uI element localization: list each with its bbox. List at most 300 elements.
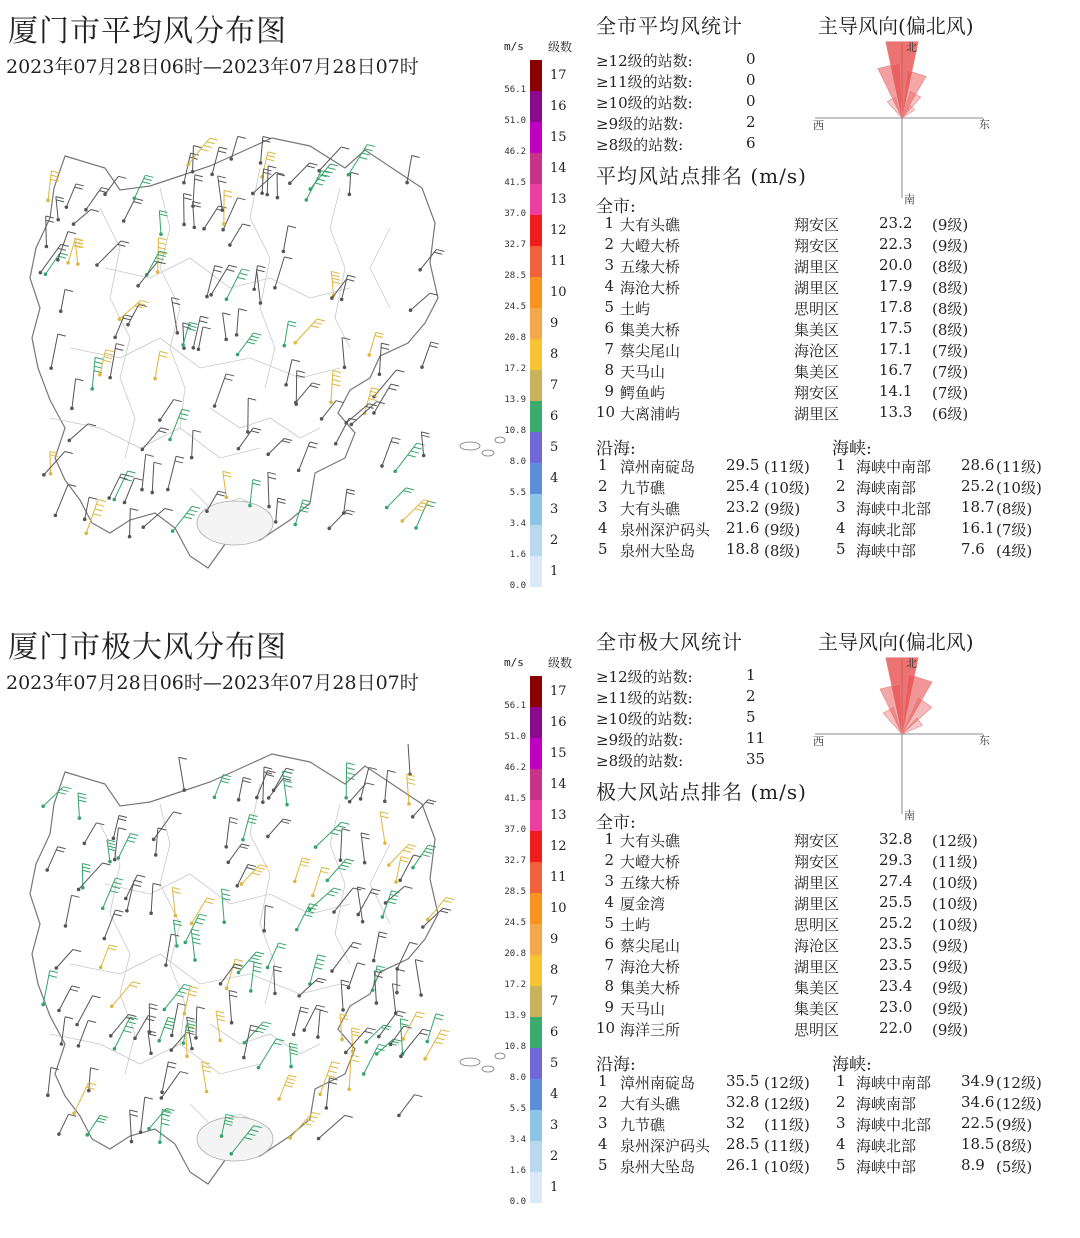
wind-level: (9级) <box>932 1021 969 1039</box>
coast-rank-row <box>598 1114 828 1134</box>
wind-speed: 17.1 <box>879 340 913 358</box>
scale-level-label: 5 <box>550 1056 559 1071</box>
station-name: 海沧大桥 <box>620 279 681 297</box>
stat-label: ≥8级的站数: <box>596 136 684 154</box>
stat-value: 2 <box>746 113 756 131</box>
scale-ms-label: 37.0 <box>504 825 526 835</box>
scale-ms-label: 32.7 <box>504 240 526 250</box>
wind-level: (7级) <box>932 342 969 360</box>
wind-level: (9级) <box>932 216 969 234</box>
rank-no: 1 <box>598 456 608 474</box>
city-rank-row <box>596 851 986 871</box>
station-name: 鳄鱼屿 <box>620 384 666 402</box>
map-subtitle: 2023年07月28日06时—2023年07月28日07时 <box>6 56 419 78</box>
wind-barb <box>375 1039 401 1056</box>
wind-map[interactable] <box>10 744 510 1214</box>
scale-band <box>530 769 542 800</box>
city-rank-row <box>596 998 986 1018</box>
scale-band <box>530 986 542 1017</box>
district-name: 湖里区 <box>794 874 840 892</box>
wind-barb <box>327 510 354 530</box>
station-name: 海沧大桥 <box>620 958 681 976</box>
station-name: 大有头礁 <box>620 1095 681 1113</box>
district-name: 翔安区 <box>794 384 840 402</box>
wind-speed: 21.6 <box>726 519 760 537</box>
district-name: 湖里区 <box>794 895 840 913</box>
scale-band <box>530 924 542 955</box>
scale-band <box>530 676 542 707</box>
rank-no: 7 <box>604 956 614 974</box>
wind-level: (12级) <box>764 1095 810 1113</box>
scale-level-label: 2 <box>550 1149 559 1164</box>
wind-speed: 18.5 <box>961 1135 995 1153</box>
city-rank-row <box>596 298 986 318</box>
stats-title: 全市平均风统计 <box>596 14 743 38</box>
wind-rose <box>805 654 1005 824</box>
city-rank-row <box>596 235 986 255</box>
station-name: 海峡中部 <box>856 1158 917 1176</box>
scale-band <box>530 401 542 432</box>
scale-ms-label: 32.7 <box>504 856 526 866</box>
wind-barb <box>395 969 405 994</box>
scale-level-label: 13 <box>550 808 567 823</box>
stat-row <box>596 50 756 71</box>
district-name: 集美区 <box>794 363 840 381</box>
wind-barb <box>179 757 187 792</box>
stats-title: 全市极大风统计 <box>596 630 743 654</box>
district-name: 海沧区 <box>794 937 840 955</box>
wind-level: (7级) <box>932 363 969 381</box>
scale-band <box>530 339 542 370</box>
stat-value: 0 <box>746 92 756 110</box>
scale-level-label: 2 <box>550 533 559 548</box>
coast-rank-row <box>598 1093 828 1113</box>
scale-level-label: 4 <box>550 1087 559 1102</box>
scale-ms-label: 56.1 <box>504 701 526 711</box>
wind-level: (9级) <box>932 958 969 976</box>
wind-level: (9级) <box>932 1000 969 1018</box>
wind-level: (4级) <box>996 542 1033 560</box>
station-name: 土屿 <box>620 300 651 318</box>
rank-no: 3 <box>598 1114 608 1132</box>
scale-level-label: 9 <box>550 932 559 947</box>
city-rank-row <box>596 893 986 913</box>
station-name: 五缘大桥 <box>620 874 681 892</box>
scale-level-label: 11 <box>550 254 567 269</box>
district-name: 思明区 <box>794 1021 840 1039</box>
wind-level: (9级) <box>932 237 969 255</box>
xiamen-boundary <box>30 138 505 568</box>
wind-level: (12级) <box>932 832 978 850</box>
rank-no: 7 <box>604 340 614 358</box>
scale-level-label: 8 <box>550 347 559 362</box>
station-name: 蔡尖尾山 <box>620 342 681 360</box>
station-name: 漳州南碇岛 <box>620 458 696 476</box>
scale-band <box>530 1172 542 1203</box>
city-rank-row <box>596 1019 986 1039</box>
stat-row <box>596 134 756 155</box>
xiamen-island <box>197 1117 273 1161</box>
scale-ms-label: 10.8 <box>504 1042 526 1052</box>
scale-ms-label: 13.9 <box>504 395 526 405</box>
rank-no: 1 <box>598 1072 608 1090</box>
wind-level: (11级) <box>932 853 978 871</box>
scale-band <box>530 1017 542 1048</box>
scale-level-label: 15 <box>550 746 567 761</box>
scale-level-label: 14 <box>550 161 567 176</box>
wind-level: (8级) <box>932 321 969 339</box>
scale-ms-label: 0.0 <box>509 581 526 591</box>
scale-level-label: 10 <box>550 901 567 916</box>
scale-ms-label: 28.5 <box>504 887 526 897</box>
city-rank-row <box>596 872 986 892</box>
wind-map[interactable] <box>10 128 510 598</box>
wind-speed: 22.3 <box>879 235 913 253</box>
wind-scale-legend <box>500 38 590 598</box>
scale-level-label: 17 <box>550 68 567 83</box>
station-name: 大有头礁 <box>620 216 681 234</box>
city-rank-row <box>596 340 986 360</box>
scale-band <box>530 494 542 525</box>
wind-level: (9级) <box>764 500 801 518</box>
stat-row <box>596 708 756 729</box>
wind-barb <box>421 432 429 457</box>
wind-speed: 18.8 <box>726 540 760 558</box>
rank-no: 2 <box>598 477 608 495</box>
scale-ms-label: 56.1 <box>504 85 526 95</box>
wind-level: (8级) <box>932 300 969 318</box>
scale-band <box>530 862 542 893</box>
rank-no: 4 <box>836 1135 846 1153</box>
coast-rank-row <box>598 477 828 497</box>
rank-no: 4 <box>836 519 846 537</box>
scale-ms-label: 13.9 <box>504 1011 526 1021</box>
wind-barb <box>380 438 400 468</box>
scale-level-label: 6 <box>550 409 559 424</box>
scale-band <box>530 525 542 556</box>
wind-level: (5级) <box>996 1158 1033 1176</box>
station-name: 泉州大坠岛 <box>620 542 696 560</box>
scale-ms-label: 46.2 <box>504 147 526 157</box>
rank-no: 3 <box>598 498 608 516</box>
rank-no: 5 <box>836 540 846 558</box>
wind-level: (9级) <box>996 1116 1033 1134</box>
strait-rank-row <box>836 1072 1051 1092</box>
strait-rank-row <box>836 477 1051 497</box>
wind-level: (10级) <box>932 916 978 934</box>
wind-level: (8级) <box>932 279 969 297</box>
strait-rank-row <box>836 498 1051 518</box>
rank-no: 8 <box>604 361 614 379</box>
scale-band <box>530 955 542 986</box>
scale-band <box>530 246 542 277</box>
scale-band <box>530 432 542 463</box>
wind-speed: 32 <box>726 1114 746 1132</box>
stat-label: ≥9级的站数: <box>596 731 684 749</box>
scale-ms-label: 28.5 <box>504 271 526 281</box>
district-name: 集美区 <box>794 1000 840 1018</box>
wind-level: (7级) <box>996 521 1033 539</box>
rose-south-label: 南 <box>904 193 915 206</box>
scale-level-label: 6 <box>550 1025 559 1040</box>
wind-speed: 17.9 <box>879 277 913 295</box>
wind-level: (12级) <box>996 1095 1042 1113</box>
map-title: 厦门市极大风分布图 <box>8 630 287 665</box>
stat-label: ≥10级的站数: <box>596 710 693 728</box>
wind-barb <box>372 370 404 398</box>
district-name: 集美区 <box>794 979 840 997</box>
city-rank-row <box>596 361 986 381</box>
scale-level-header: 级数 <box>548 40 573 54</box>
city-rank-label: 全市: <box>596 197 636 217</box>
strait-rank-row <box>836 1156 1051 1176</box>
wind-level: (9级) <box>932 937 969 955</box>
coast-rank-row <box>598 456 828 476</box>
scale-band <box>530 308 542 339</box>
scale-ms-label: 51.0 <box>504 116 526 126</box>
stat-label: ≥9级的站数: <box>596 115 684 133</box>
district-name: 湖里区 <box>794 405 840 423</box>
scale-ms-label: 3.4 <box>509 1135 526 1145</box>
scale-level-label: 3 <box>550 1118 559 1133</box>
stat-value: 35 <box>746 750 766 768</box>
scale-level-label: 4 <box>550 471 559 486</box>
wind-level: (12级) <box>764 1074 810 1092</box>
rank-no: 10 <box>596 403 616 421</box>
scale-band <box>530 215 542 246</box>
wind-speed: 18.7 <box>961 498 995 516</box>
wind-speed: 23.2 <box>726 498 760 516</box>
stat-value: 2 <box>746 687 756 705</box>
wind-level: (11级) <box>764 458 810 476</box>
rank-no: 5 <box>836 1156 846 1174</box>
rank-title: 平均风站点排名 (m/s) <box>596 164 807 188</box>
stat-label: ≥12级的站数: <box>596 52 693 70</box>
station-name: 大嶝大桥 <box>620 853 681 871</box>
scale-level-label: 16 <box>550 715 567 730</box>
wind-level: (10级) <box>764 1158 810 1176</box>
wind-barb <box>415 960 423 997</box>
wind-speed: 29.5 <box>726 456 760 474</box>
wind-speed: 22.5 <box>961 1114 995 1132</box>
station-name: 集美大桥 <box>620 979 681 997</box>
island <box>460 442 480 450</box>
station-name: 海洋三所 <box>620 1021 681 1039</box>
rank-no: 3 <box>836 498 846 516</box>
scale-ms-label: 20.8 <box>504 949 526 959</box>
city-rank-row <box>596 214 986 234</box>
rank-no: 2 <box>598 1093 608 1111</box>
scale-level-label: 12 <box>550 839 567 854</box>
wind-barb <box>186 138 217 166</box>
scale-unit: m/s <box>504 40 524 53</box>
station-name: 海峡中北部 <box>856 500 932 518</box>
map-subtitle: 2023年07月28日06时—2023年07月28日07时 <box>6 672 419 694</box>
wind-speed: 34.9 <box>961 1072 995 1090</box>
rank-no: 6 <box>604 319 614 337</box>
wind-speed: 23.2 <box>879 214 913 232</box>
district-name: 湖里区 <box>794 258 840 276</box>
scale-level-header: 级数 <box>548 656 573 670</box>
wind-speed: 8.9 <box>961 1156 985 1174</box>
scale-level-label: 7 <box>550 378 559 393</box>
city-rank-label: 全市: <box>596 813 636 833</box>
island <box>482 1066 494 1072</box>
rank-no: 1 <box>836 1072 846 1090</box>
strait-rank-label: 海峡: <box>832 1055 872 1075</box>
station-name: 大有头礁 <box>620 500 681 518</box>
scale-band <box>530 463 542 494</box>
wind-speed: 23.0 <box>879 998 913 1016</box>
strait-rank-label: 海峡: <box>832 439 872 459</box>
station-name: 蔡尖尾山 <box>620 937 681 955</box>
wind-speed: 17.8 <box>879 298 913 316</box>
district-name: 思明区 <box>794 916 840 934</box>
city-rank-row <box>596 319 986 339</box>
wind-barb <box>344 404 376 425</box>
district-name: 翔安区 <box>794 832 840 850</box>
stat-label: ≥10级的站数: <box>596 94 693 112</box>
district-name: 翔安区 <box>794 216 840 234</box>
district-name: 思明区 <box>794 300 840 318</box>
scale-ms-label: 20.8 <box>504 333 526 343</box>
wind-speed: 25.2 <box>961 477 995 495</box>
scale-ms-label: 5.5 <box>509 488 526 498</box>
scale-ms-label: 17.2 <box>504 364 526 374</box>
district-name: 海沧区 <box>794 342 840 360</box>
scale-ms-label: 37.0 <box>504 209 526 219</box>
wind-barb <box>397 1095 422 1117</box>
station-name: 天马山 <box>620 363 666 381</box>
scale-level-label: 1 <box>550 1180 559 1195</box>
rank-no: 3 <box>604 256 614 274</box>
coast-rank-row <box>598 519 828 539</box>
scale-ms-label: 3.4 <box>509 519 526 529</box>
station-name: 土屿 <box>620 916 651 934</box>
scale-band <box>530 1110 542 1141</box>
coast-rank-row <box>598 498 828 518</box>
scale-band <box>530 277 542 308</box>
wind-speed: 34.6 <box>961 1093 995 1111</box>
wind-level: (8级) <box>996 500 1033 518</box>
station-name: 海峡中南部 <box>856 1074 932 1092</box>
station-name: 大嶝大桥 <box>620 237 681 255</box>
stat-row <box>596 71 756 92</box>
scale-band <box>530 370 542 401</box>
wind-level: (10级) <box>764 479 810 497</box>
coast-rank-label: 沿海: <box>596 1055 636 1075</box>
city-rank-row <box>596 277 986 297</box>
scale-band <box>530 60 542 91</box>
scale-level-label: 1 <box>550 564 559 579</box>
rank-no: 2 <box>836 1093 846 1111</box>
stat-label: ≥8级的站数: <box>596 752 684 770</box>
scale-band <box>530 556 542 587</box>
strait-rank-row <box>836 540 1051 560</box>
stat-value: 1 <box>746 666 756 684</box>
scale-level-label: 12 <box>550 223 567 238</box>
scale-level-label: 16 <box>550 99 567 114</box>
city-rank-row <box>596 977 986 997</box>
wind-speed: 16.7 <box>879 361 913 379</box>
rose-east-label: 东 <box>979 734 990 747</box>
rank-no: 9 <box>604 382 614 400</box>
rank-no: 8 <box>604 977 614 995</box>
city-rank-row <box>596 382 986 402</box>
scale-level-label: 13 <box>550 192 567 207</box>
rank-no: 3 <box>604 872 614 890</box>
scale-level-label: 5 <box>550 440 559 455</box>
rank-no: 4 <box>598 1135 608 1153</box>
station-name: 海峡中南部 <box>856 458 932 476</box>
rank-no: 9 <box>604 998 614 1016</box>
strait-rank-row <box>836 1114 1051 1134</box>
district-name: 湖里区 <box>794 279 840 297</box>
station-name: 海峡南部 <box>856 1095 917 1113</box>
strait-rank-row <box>836 1135 1051 1155</box>
station-name: 五缘大桥 <box>620 258 681 276</box>
wind-level: (10级) <box>932 895 978 913</box>
wind-level: (12级) <box>996 1074 1042 1092</box>
scale-unit: m/s <box>504 656 524 669</box>
wind-speed: 28.5 <box>726 1135 760 1153</box>
station-name: 九节礁 <box>620 1116 666 1134</box>
rank-no: 5 <box>598 540 608 558</box>
wind-speed: 25.5 <box>879 893 913 911</box>
rose-title: 主导风向(偏北风) <box>818 14 974 38</box>
wind-level: (10级) <box>932 874 978 892</box>
district-name: 翔安区 <box>794 853 840 871</box>
scale-ms-label: 51.0 <box>504 732 526 742</box>
station-name: 厦金湾 <box>620 895 666 913</box>
wind-barb <box>414 501 436 530</box>
rose-east-label: 东 <box>979 118 990 131</box>
district-name: 翔安区 <box>794 237 840 255</box>
rose-west-label: 西 <box>813 119 824 132</box>
coast-rank-row <box>598 1135 828 1155</box>
rose-north-label: 北 <box>906 41 917 54</box>
coast-rank-row <box>598 1156 828 1176</box>
wind-level: (10级) <box>996 479 1042 497</box>
rose-title: 主导风向(偏北风) <box>818 630 974 654</box>
scale-band <box>530 184 542 215</box>
rank-no: 4 <box>604 893 614 911</box>
scale-ms-label: 17.2 <box>504 980 526 990</box>
wind-speed: 22.0 <box>879 1019 913 1037</box>
wind-level: (8级) <box>932 258 969 276</box>
rank-no: 5 <box>598 1156 608 1174</box>
scale-ms-label: 0.0 <box>509 1197 526 1207</box>
station-name: 集美大桥 <box>620 321 681 339</box>
city-rank-row <box>596 914 986 934</box>
rank-no: 2 <box>836 477 846 495</box>
scale-level-label: 10 <box>550 285 567 300</box>
scale-ms-label: 41.5 <box>504 178 526 188</box>
station-name: 海峡中部 <box>856 542 917 560</box>
rank-title: 极大风站点排名 (m/s) <box>596 780 807 804</box>
rose-west-label: 西 <box>813 735 824 748</box>
scale-ms-label: 24.5 <box>504 918 526 928</box>
rank-no: 10 <box>596 1019 616 1037</box>
scale-band <box>530 893 542 924</box>
scale-band <box>530 1079 542 1110</box>
rose-north-label: 北 <box>906 657 917 670</box>
wind-speed: 17.5 <box>879 319 913 337</box>
wind-barb <box>408 744 416 776</box>
wind-level: (8级) <box>764 542 801 560</box>
city-rank-row <box>596 256 986 276</box>
wind-level: (6级) <box>932 405 969 423</box>
